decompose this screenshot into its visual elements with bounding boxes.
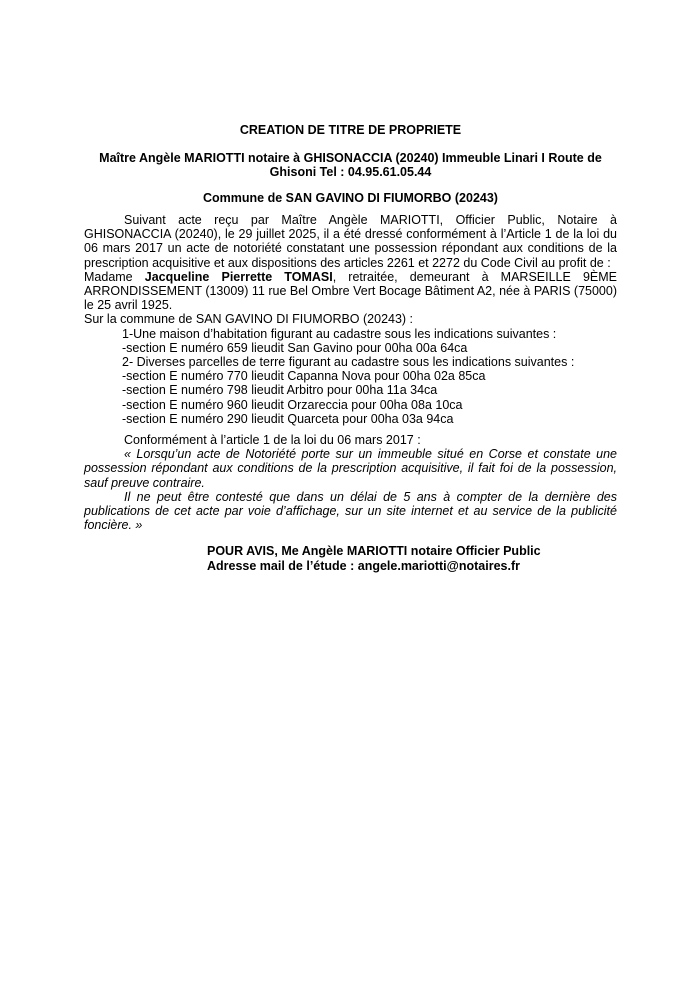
pour-avis-line: POUR AVIS, Me Angèle MARIOTTI notaire Officier Public	[207, 544, 541, 559]
cadastre-line: -section E numéro 960 lieudit Orzareccia pour 00ha 08a 10ca	[122, 397, 463, 412]
cadastre-line: 1-Une maison d’habitation figurant au cadastre sous les indications suivantes :	[122, 326, 557, 341]
law-reference-line: Conformément à l’article 1 de la loi du 06 mars 2017 :	[124, 433, 421, 448]
notary-address-line: Maître Angèle MARIOTTI notaire à GHISONACCIA (20240) Immeuble Linari I Route de Ghisoni Tel : 04.95.61.05.44	[99, 151, 602, 180]
cadastre-line: 2- Diverses parcelles de terre figurant au cadastre sous les indications suivantes :	[122, 355, 575, 370]
email-line: Adresse mail de l’étude : angele.mariotti@notaires.fr	[207, 558, 520, 573]
commune-heading: Commune de SAN GAVINO DI FIUMORBO (20243)	[203, 191, 498, 205]
beneficiary-paragraph	[84, 270, 617, 313]
act-intro-paragraph: Suivant acte reçu par Maître Angèle MARIOTTI, Officier Public, Notaire à GHISONACCIA (20240), le 29 juillet 2025, il a été dressé conformément à l’Article 1 de la loi du 06 mars 2017 un acte de notoriété constatant une possession répondant aux conditions de la prescription acquisitive et aux dispositions des articles 2261 et 2272 du Code Civil au profit de :	[84, 213, 617, 270]
law-quote-paragraph-2: Il ne peut être contesté que dans un délai de 5 ans à compter de la dernière des publications de cet acte par voie d’affichage, sur un site internet et au service de la publicité foncière. »	[84, 489, 617, 533]
law-quote-paragraph-1: « Lorsqu’un acte de Notoriété porte sur un immeuble situé en Corse et constate une possession répondant aux conditions de la prescription acquisitive, il fait foi de la possession, sauf preuve contraire.	[84, 447, 617, 490]
page-title: CREATION DE TITRE DE PROPRIETE	[239, 123, 462, 137]
commune-intro-line: Sur la commune de SAN GAVINO DI FIUMORBO (20243) :	[84, 312, 414, 327]
cadastre-line: -section E numéro 770 lieudit Capanna Nova pour 00ha 02a 85ca	[122, 369, 486, 384]
beneficiary-name: Jacqueline Pierrette TOMASI	[144, 269, 333, 284]
cadastre-list	[84, 327, 617, 426]
beneficiary-details: , retraitée, demeurant à MARSEILLE 9ÈME ARRONDISSEMENT (13009) 11 rue Bel Ombre Vert Bocage Bâtiment A2, née à PARIS (75000) le 25 avril 1925.	[84, 269, 617, 313]
cadastre-line: -section E numéro 798 lieudit Arbitro pour 00ha 11a 34ca	[122, 383, 438, 398]
cadastre-line: -section E numéro 659 lieudit San Gavino pour 00ha 00a 64ca	[122, 340, 468, 355]
signature-block	[84, 544, 617, 572]
beneficiary-prefix: Madame	[84, 269, 145, 284]
cadastre-line: -section E numéro 290 lieudit Quarceta pour 00ha 03a 94ca	[122, 411, 454, 426]
